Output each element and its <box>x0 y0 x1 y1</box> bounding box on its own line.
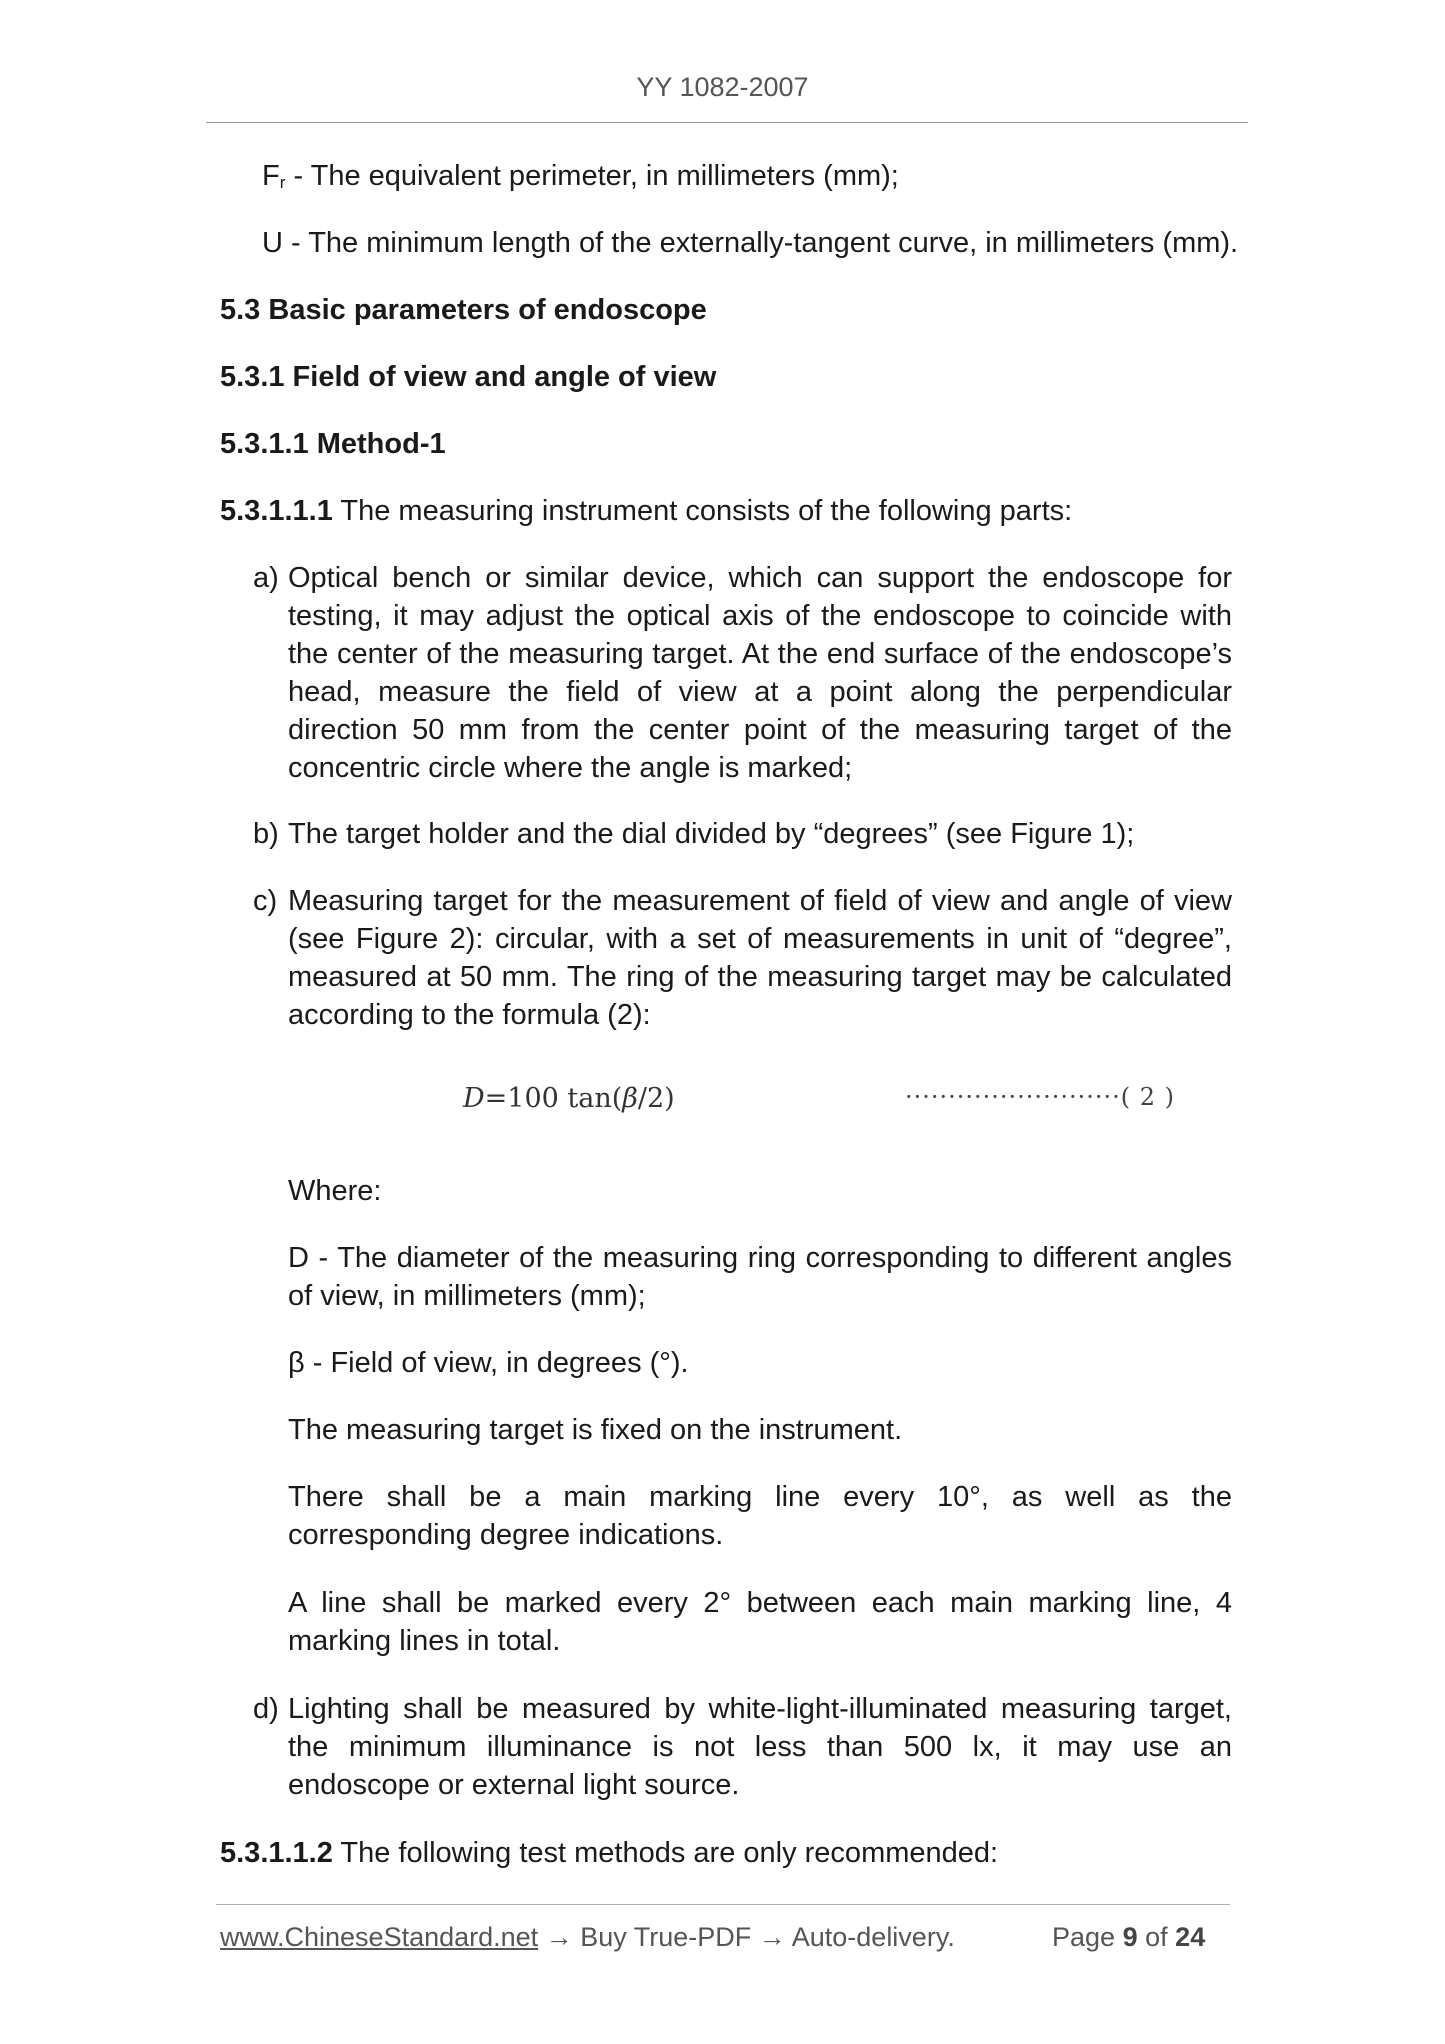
page-number: 9 <box>1122 1922 1138 1952</box>
clause-number: 5.3.1.1.2 <box>220 1837 333 1869</box>
footer-tagline: → Buy True-PDF → Auto-delivery. <box>538 1922 955 1952</box>
footer-promo <box>220 1922 955 1953</box>
item-a-text: Optical bench or similar device, which can support the endoscope for testing, it may adjust the optical axis of the endoscope to coincide with the center of the measuring target. At the end surface of the endoscope’s head, measure the field of view at a point along the perpendicular direction 50 mm from the center point of the measuring target of the concentric circle where the angle is marked; <box>288 562 1232 784</box>
def-u: U - The minimum length of the externally-tangent curve, in millimeters (mm). <box>262 227 1239 259</box>
item-b-text: The target holder and the dial divided by “degrees” (see Figure 1); <box>288 818 1135 850</box>
clause-number: 5.3.1.1.1 <box>220 495 333 527</box>
item-d-text: Lighting shall be measured by white-light-illuminated measuring target, the minimum illuminance is not less than 500 lx, it may use an endoscope or external light source. <box>288 1693 1232 1801</box>
fr-subscript: r <box>279 173 286 192</box>
header-divider <box>206 122 1248 123</box>
item-c <box>253 882 1232 1034</box>
footer-link[interactable]: www.ChineseStandard.net <box>220 1922 539 1952</box>
def-fr <box>262 157 899 202</box>
fr-symbol: F <box>262 160 280 192</box>
running-header: YY 1082-2007 <box>636 72 809 102</box>
item-c-label: c) <box>253 885 278 917</box>
formula-lhs: D <box>463 1083 485 1114</box>
page-word: Page <box>1052 1922 1116 1952</box>
item-b <box>253 815 1232 853</box>
formula-equation-number: ( 2 ) <box>1120 1083 1175 1111</box>
item-b-label: b) <box>253 818 279 850</box>
target-fixed-note: The measuring target is fixed on the instrument. <box>288 1414 903 1446</box>
formula-rhs-b: /2) <box>637 1083 675 1114</box>
item-d <box>253 1690 1232 1804</box>
item-c-text: Measuring target for the measurement of field of view and angle of view (see Figure 2): circular, with a set of measurements in unit of “degree”, measured at 50 mm. The ring of the measuring target may be calculated according to the formula (2): <box>288 885 1232 1031</box>
formula-2 <box>463 1083 675 1114</box>
main-marking-note: There shall be a main marking line every 10°, as well as the corresponding degree indications. <box>288 1481 1232 1551</box>
clause-5-3-1-1-1 <box>220 492 1072 530</box>
def-beta: β - Field of view, in degrees (°). <box>288 1347 689 1379</box>
def-d: D - The diameter of the measuring ring corresponding to different angles of view, in millimeters (mm); <box>288 1242 1232 1312</box>
of-word: of <box>1145 1922 1168 1952</box>
where-label: Where: <box>288 1175 382 1207</box>
formula-beta: β <box>622 1083 638 1114</box>
clause-text: The following test methods are only recommended: <box>332 1837 999 1869</box>
item-a-label: a) <box>253 562 279 594</box>
fr-text: - The equivalent perimeter, in millimeters (mm); <box>285 160 899 192</box>
footer-divider <box>216 1904 1230 1905</box>
heading-5-3: 5.3 Basic parameters of endoscope <box>220 294 707 326</box>
heading-5-3-1: 5.3.1 Field of view and angle of view <box>220 361 717 393</box>
item-a <box>253 559 1232 787</box>
minor-marking-note: A line shall be marked every 2° between each main marking line, 4 marking lines in total. <box>288 1587 1232 1657</box>
clause-5-3-1-1-2 <box>220 1834 998 1872</box>
formula-leader-dots: ························· <box>905 1083 1121 1111</box>
clause-text: The measuring instrument consists of the following parts: <box>332 495 1073 527</box>
heading-5-3-1-1: 5.3.1.1 Method-1 <box>220 428 446 460</box>
formula-rhs-a: =100 tan( <box>484 1083 623 1114</box>
item-d-label: d) <box>253 1693 279 1725</box>
formula-number <box>905 1083 1235 1111</box>
page-total: 24 <box>1175 1922 1206 1952</box>
page-indicator <box>1052 1922 1205 1953</box>
